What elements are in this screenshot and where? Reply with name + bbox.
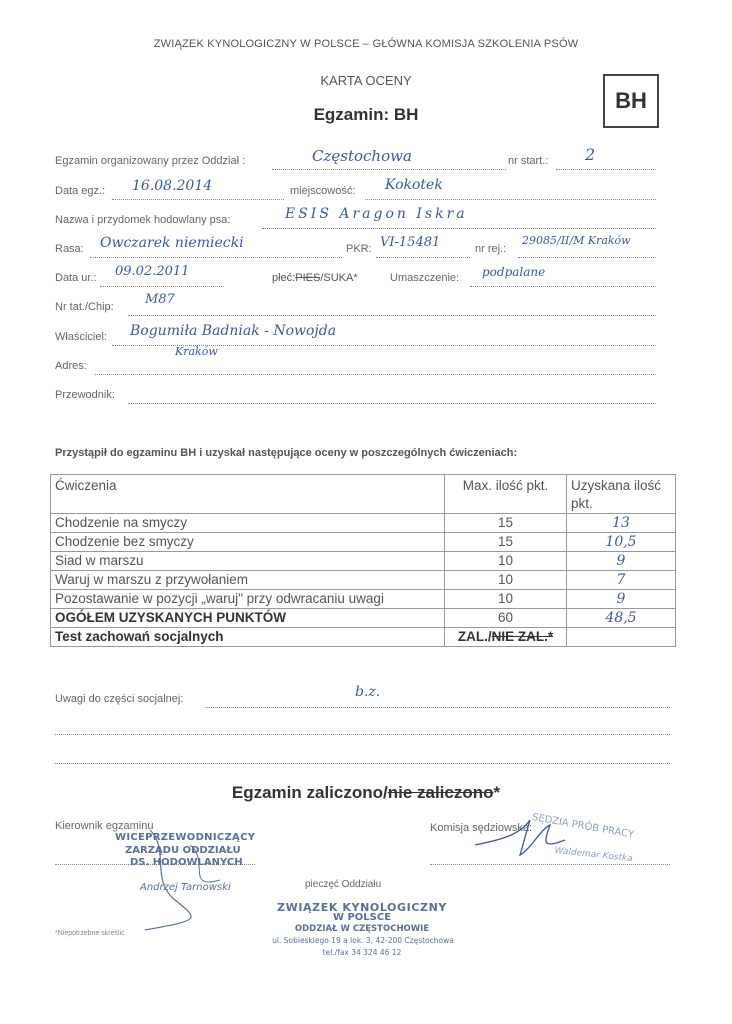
chip-value: M87 (145, 292, 175, 307)
place-label: miejscowość: (290, 185, 356, 197)
date-label: Data egz.: (55, 185, 106, 197)
address-value: Kraków (175, 345, 218, 358)
total-max: 60 (445, 609, 567, 628)
place-value: Kokotek (385, 177, 443, 193)
result-failed: nie zaliczono (387, 783, 494, 802)
branch-stamp-line2: W POLSCE (332, 912, 392, 923)
exercise-max: 10 (445, 571, 567, 590)
sex-field[interactable] (272, 272, 358, 284)
col-obtained-header: Uzyskana ilość pkt. (567, 475, 676, 514)
address-line (95, 362, 656, 375)
exercise-max: 15 (445, 514, 567, 533)
exercise-score: 10,5 (605, 534, 637, 550)
total-label: OGÓŁEM UZYSKANYCH PUNKTÓW (51, 609, 445, 628)
organizer-value: Częstochowa (312, 147, 412, 165)
branch-stamp-label: pieczęć Oddziału (305, 879, 382, 890)
organizer-label: Egzamin organizowany przez Oddział : (55, 155, 246, 167)
date-value: 16.08.2014 (132, 178, 213, 194)
scores-intro: Przystąpił do egzaminu BH i uzyskał następujące oceny w poszczególnych ćwiczeniach: (55, 447, 518, 459)
footnote: *Niepotrzebne skreślić (55, 930, 125, 937)
pkr-label: PKR: (346, 243, 372, 255)
bh-badge: BH (603, 74, 659, 128)
form-title: KARTA OCENY (320, 73, 412, 88)
handler-label: Przewodnik: (55, 389, 115, 401)
committee-label: Komisja sędziowska: (430, 822, 533, 834)
start-no-label: nr start.: (508, 155, 549, 167)
total-row (51, 609, 676, 628)
scores-table (50, 474, 676, 647)
exercise-name: Siad w marszu (51, 552, 445, 571)
judge-name: Waldemar Kostka (553, 846, 634, 865)
chip-line (128, 303, 656, 316)
social-test-row (51, 628, 676, 647)
branch-stamp-line3: ODDZIAŁ W CZĘSTOCHOWIE (294, 924, 430, 934)
table-row (51, 514, 676, 533)
exercise-score: 7 (616, 572, 626, 588)
birth-value: 09.02.2011 (115, 264, 190, 279)
exam-head-label: Kierownik egzaminu (55, 820, 154, 832)
branch-stamp-line5: tel./fax 34 324 46 12 (322, 948, 402, 957)
breed-value: Owczarek niemiecki (100, 235, 244, 251)
exercise-max: 10 (445, 552, 567, 571)
head-signature-icon (130, 820, 260, 940)
branch-stamp-line1: ZWIĄZEK KYNOLOGICZNY (277, 901, 447, 914)
social-fail: NIE ZAL.* (491, 629, 554, 644)
vice-chair-name: Andrzej Tarnowski (140, 882, 231, 893)
sex-label: płeć: (272, 272, 296, 284)
reg-label: nr rej.: (475, 243, 507, 255)
result-passed: Egzamin zaliczono/ (231, 783, 388, 802)
exercise-name: Waruj w marszu z przywołaniem (51, 571, 445, 590)
table-row (51, 590, 676, 609)
coat-label: Umaszczenie: (390, 272, 460, 284)
exam-title: Egzamin: BH (313, 105, 419, 124)
exercise-name: Chodzenie bez smyczy (51, 533, 445, 552)
address-label: Adres: (55, 360, 87, 372)
table-row (51, 533, 676, 552)
judge-signature-icon (470, 810, 580, 870)
branch-stamp-line4: ul. Sobieskiego 19 a lok. 3, 42-200 Częstochowa (272, 936, 454, 945)
reg-value: 29085/II/M Kraków (522, 234, 631, 247)
table-header-row (51, 475, 676, 514)
vice-chair-stamp-line1: WICEPRZEWODNICZĄCY (115, 832, 256, 843)
dog-name-value: ESIS Aragon Iskra (285, 206, 468, 222)
breed-label: Rasa: (55, 243, 84, 255)
coat-value: podpalane (482, 265, 546, 279)
table-row (51, 552, 676, 571)
sex-struck-option: PIES (295, 272, 321, 284)
exercise-name: Chodzenie na smyczy (51, 514, 445, 533)
col-max-header: Max. ilość pkt. (445, 475, 567, 514)
vice-chair-stamp-line2: ZARZĄDU ODDZIAŁU (125, 845, 241, 856)
remarks-line-3 (55, 751, 670, 764)
exercise-name: Pozostawanie w pozycji „waruj" przy odwracaniu uwagi (51, 590, 445, 609)
remarks-value: b.z. (355, 684, 381, 700)
exercise-score: 13 (612, 515, 630, 531)
remarks-line-2 (55, 722, 670, 735)
col-exercise-header: Ćwiczenia (51, 475, 445, 514)
exercise-max: 15 (445, 533, 567, 552)
social-test-label: Test zachowań socjalnych (51, 628, 445, 647)
total-score: 48,5 (605, 610, 637, 626)
owner-value: Bogumiła Badniak - Nowojda (130, 323, 337, 339)
judge-stamp: SĘDZIA PRÓB PRACY (531, 812, 635, 841)
remarks-line-1 (205, 695, 670, 708)
sex-selected-option: /SUKA* (320, 272, 358, 284)
exercise-score: 9 (616, 553, 626, 569)
exam-result (0, 783, 732, 803)
start-no-value: 2 (585, 145, 596, 164)
owner-label: Właściciel: (55, 331, 107, 343)
birth-label: Data ur.: (55, 272, 97, 284)
organization-header: ZWIĄZEK KYNOLOGICZNY W POLSCE – GŁÓWNA KOMISJA SZKOLENIA PSÓW (153, 38, 579, 50)
dog-name-label: Nazwa i przydomek hodowlany psa: (55, 214, 231, 226)
social-test-empty (567, 628, 676, 647)
social-pass: ZAL./ (457, 629, 492, 644)
social-test-result (445, 628, 567, 647)
chip-label: Nr tat./Chip: (55, 301, 114, 313)
table-row (51, 571, 676, 590)
remarks-label: Uwagi do części socjalnej: (55, 693, 184, 705)
start-no-line (556, 157, 656, 170)
result-star: * (493, 783, 501, 802)
exercise-max: 10 (445, 590, 567, 609)
handler-line (128, 391, 656, 404)
vice-chair-stamp-line3: DS. HODOWLANYCH (130, 857, 243, 868)
pkr-value: VI-15481 (380, 235, 441, 250)
exercise-score: 9 (616, 591, 626, 607)
